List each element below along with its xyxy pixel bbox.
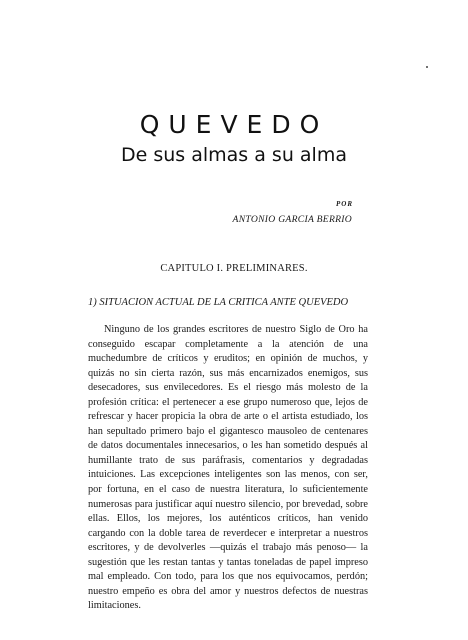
page-speck (426, 66, 428, 68)
author-name: ANTONIO GARCIA BERRIO (232, 214, 352, 225)
chapter-heading: CAPITULO I. PRELIMINARES. (160, 263, 308, 274)
page-subtitle: De sus almas a su alma (121, 144, 347, 166)
page-title: QUEVEDO (139, 110, 329, 139)
byline-label: POR (336, 200, 353, 208)
body-paragraph: Ninguno de los grandes escritores de nuestro Siglo de Oro ha conseguido escapar completamente a la atención de una muchedumbre de críticos y eruditos; en opinión de muchos, y quizás no sin cierta razón, sus más encarnizados enemigos, sus desecadores, sus envilecedores. Es el riesgo más molesto de la profesión crítica: el pertenecer a ese grupo numeroso que, lejos de refrescar y hacer propicia la obra de arte o el artista estudiado, los han sepultado primero bajo el gigantesco mausoleo de centenares de datos documentales innecesarios, o les han sometido después al humillante trato de sus paráfrasis, comentarios y degradadas intuiciones. Las excepciones inteligentes son las menos, con ser, por fortuna, en el caso de nuestra literatura, lo suficientemente numerosas para justificar aquí nuestro silencio, por brevedad, sobre ellas. Ellos, los mejores, los auténticos críticos, han venido cargando con la doble tarea de reverdecer e interpretar a nuestros escritores, y de devolverles —quizás el trabajo más penoso— la sugestión que les restan tantas y tantas toneladas de papel impreso mal empleado. Con todo, para los que nos equivocamos, perdón; nuestro empeño es obra del amor y nuestros defectos de nuestras limitaciones. (88, 324, 368, 612)
section-heading: 1) SITUACION ACTUAL DE LA CRITICA ANTE QUEVEDO (88, 297, 349, 308)
